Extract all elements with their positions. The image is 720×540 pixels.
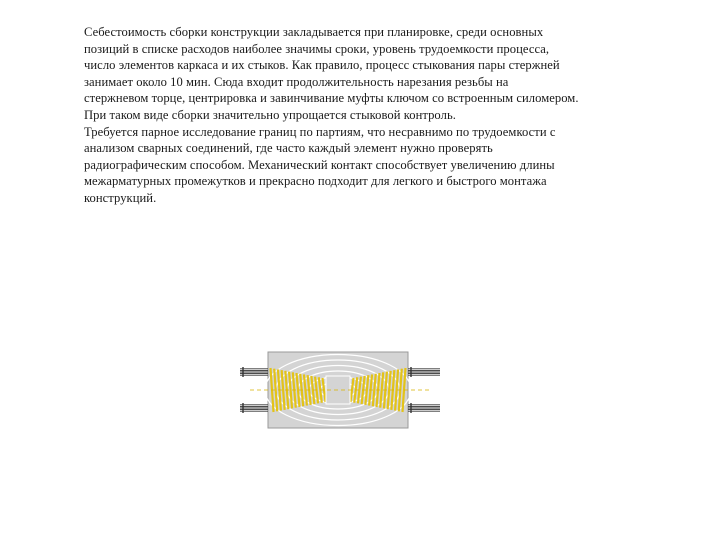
text-line: Требуется парное исследование границ по партиям, что несравнимо по трудоемкости с: [84, 124, 556, 139]
text-line: Себестоимость сборки конструкции закладывается при планировке, среди основных: [84, 25, 544, 39]
text-line: число элементов каркаса и их стыков. Как правило, процесс стыкования пары стержней: [84, 58, 560, 73]
text-line: межарматурных промежутков и прекрасно подходит для легкого и быстрого монтажа: [84, 174, 547, 189]
text-line: занимает около 10 мин. Сюда входит продолжительность нарезания резьбы на: [84, 74, 509, 89]
text-line: радиографическим способом. Механический контакт способствует увеличению длины: [84, 157, 555, 172]
text-line: позиций в списке расходов наиболее значимы сроки, уровень трудоемкости процесса,: [84, 41, 550, 56]
text-line: стержневом торце, центрировка и завинчивание муфты ключом со встроенным силомером.: [84, 91, 579, 106]
threaded-coupling-diagram-icon: [232, 348, 452, 432]
text-line: конструкций.: [84, 190, 157, 205]
coupling-figure: [232, 348, 452, 432]
text-line: анализом сварных соединений, где часто каждый элемент нужно проверять: [84, 141, 493, 156]
body-text: [84, 24, 644, 207]
text-line: При таком виде сборки значительно упрощается стыковой контроль.: [84, 107, 456, 122]
